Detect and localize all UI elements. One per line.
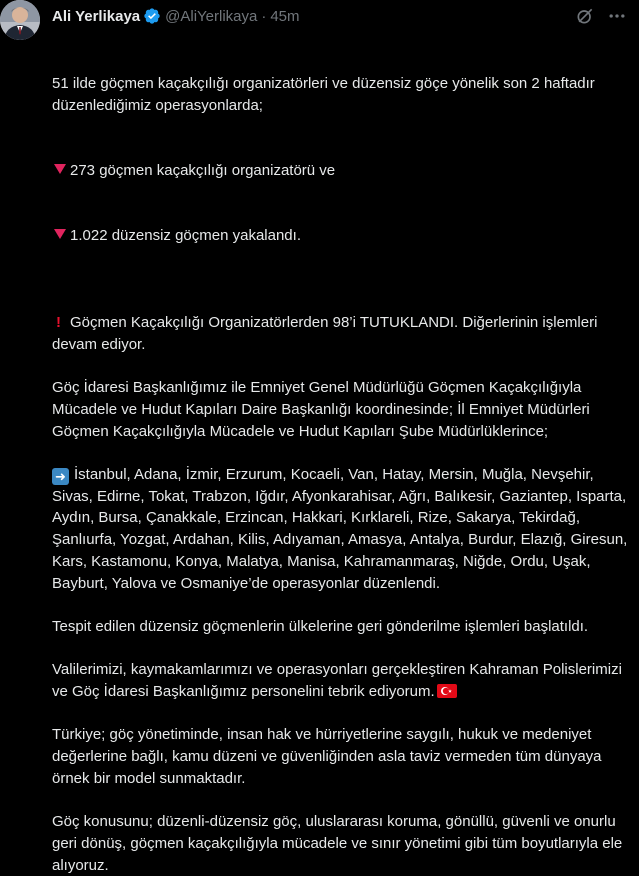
cities-text: İstanbul, Adana, İzmir, Erzurum, Kocaeli, Van, Hatay, Mersin, Muğla, Nevşehir, Sivas, Edirne, Tokat, Trabzon, Iğdır, Afyonkarahisar, Ağrı, Balıkesir, Gaziantep, Isparta, Aydın, Bursa, Çanakkale, Erzincan, Hakkari, Kırklareli, Rize, Sakarya, Tekirdağ, Şanlıurfa, Yozgat, Ardahan, Kilis, Adıyaman, Amasya, Antalya, Burdur, Elazığ, Giresun, Kars, Kastamonu, Konya, Malatya, Manisa, Kahramanmaraş, Niğde, Ordu, Uşak, Bayburt, Yalova ve Osmaniye’de operasyonlar düzenlendi. (52, 466, 632, 592)
verified-badge-icon (143, 7, 161, 25)
avatar[interactable] (0, 0, 40, 40)
stat-organizers: 273 göçmen kaçakçılığı organizatörü ve (70, 162, 336, 180)
stat-migrants: 1.022 düzensiz göçmen yakalandı. (70, 227, 301, 245)
coordination-paragraph: Göç İdaresi Başkanlığımız ile Emniyet Genel Müdürlüğü Göçmen Kaçakçılığıyla Mücadele ve Hudut Kapıları Daire Başkanlığı koordinesinde; İl Emniyet Müdürleri Göçmen Kaçakçılığıyla Mücadele ve Hudut Kapıları Şube Müdürlüklerince; (52, 379, 594, 440)
red-triangle-icon (54, 229, 66, 239)
stat-line-organizers (52, 160, 632, 182)
author-name[interactable]: Ali Yerlikaya (52, 7, 141, 25)
model-paragraph: Türkiye; göç yönetiminde, insan hak ve hürriyetlerine saygılı, hukuk ve medeniyet değerlerine bağlı, kamu düzeni ve güvenliğinden asla taviz vermeden tüm dünyaya örnek bir model sunmaktadır. (52, 726, 606, 787)
congrats-paragraph (52, 659, 632, 702)
separator-dot: · (261, 7, 267, 25)
intro-line: 51 ilde göçmen kaçakçılığı organizatörleri ve düzensiz göçe yönelik son 2 haftadır düzenlediğimiz operasyonlarda; (52, 75, 599, 115)
deportation-paragraph: Tespit edilen düzensiz göçmenlerin ülkelerine geri gönderilme işlemleri başlatıldı. (52, 617, 589, 635)
approach-paragraph: Göç konusunu; düzenli-düzensiz göç, uluslararası koruma, gönüllü, güvenli ve onurlu geri dönüş, göçmen kaçakçılığıyla mücadele ve sınır yönetimi gibi tüm boyutlarıyla ele alıyoruz. (52, 813, 627, 874)
header-actions (575, 4, 627, 28)
red-triangle-icon (54, 164, 66, 174)
right-arrow-icon: ➜ (52, 468, 69, 485)
grok-icon[interactable] (575, 6, 595, 26)
author-handle[interactable]: @AliYerlikaya (165, 7, 258, 25)
arrest-paragraph (52, 312, 632, 355)
stat-line-migrants (52, 225, 632, 247)
congrats-text: Valilerimizi, kaymakamlarımızı ve operasyonları gerçekleştiren Kahraman Polislerimizi ve Göç İdaresi Başkanlığımız personelini tebrik ediyorum. (52, 661, 627, 701)
more-options-icon[interactable] (607, 6, 627, 26)
tweet-text (52, 30, 632, 876)
turkey-flag-icon (437, 684, 457, 698)
exclamation-icon: ! (56, 314, 61, 332)
cities-paragraph (52, 464, 632, 594)
timestamp[interactable]: 45m (270, 7, 300, 25)
intro-paragraph (52, 30, 632, 290)
arrest-text: Göçmen Kaçakçılığı Organizatörlerden 98’i TUTUKLANDI. Diğerlerinin işlemleri devam ediyor. (52, 314, 602, 353)
tweet-header (52, 4, 627, 28)
